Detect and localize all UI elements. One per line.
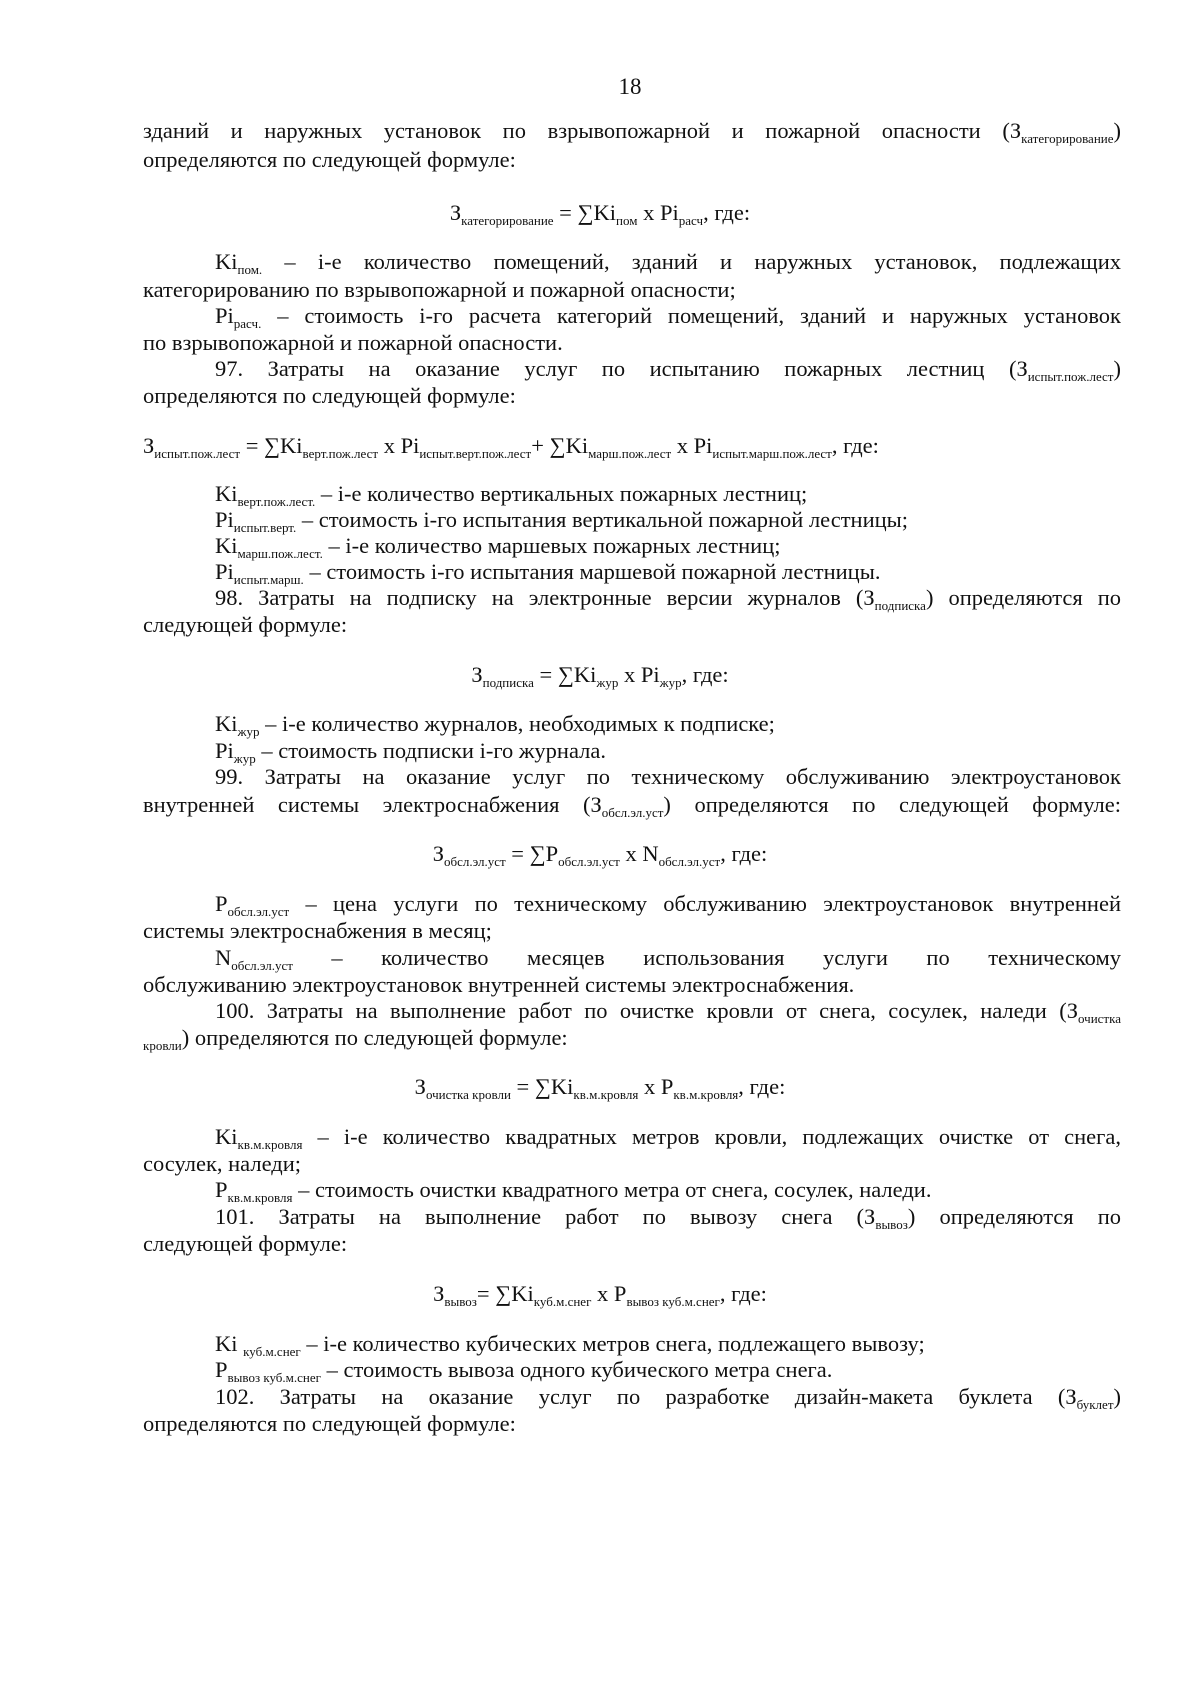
formula-snow-removal: $З_{вывоз}= \sum Ki_{куб.м.снег}$ х $P_{вывоз куб.м.снег}$, где: (433, 1281, 767, 1309)
definition-p-obsl-cont: системы электроснабжения в месяц; (143, 918, 492, 943)
paragraph-97-line-2: определяются по следующей формуле: (143, 383, 516, 408)
definition-ki-roof: $Ki_{кв.м.кровля} - i-е$ количество квадратных метров кровли, подлежащих очистке от снега, (215, 1124, 1121, 1152)
definition-ki-pom-cont: категорированию по взрывопожарной и пожарной опасности; (143, 277, 736, 302)
definition-ki-pom: $Ki_{пом.} - i-е$ количество помещений, зданий и наружных установок, подлежащих (215, 249, 1121, 277)
paragraph-101-line-1: 101. Затраты на выполнение работ по вывозу снега $(З_{вывоз})$ определяются по (215, 1204, 1122, 1232)
formula-fire-ladders: $З_{испыт.пож.лест} = \sum Ki_{верт.пож.лест}$ х $Pi_{испыт.верт.пож.лест}+ \sum Ki_{марш.пож.лест}$ х $Pi_{испыт.марш.пож.лест}$, где: (143, 433, 879, 461)
intro-line-2: определяются по следующей формуле: (143, 147, 516, 172)
definition-ki-marsh: $Ki_{марш.пож.лест.} - i-е$ количество маршевых пожарных лестниц; (215, 533, 781, 561)
formula-categorization: $З_{категорирование} = \sum Ki_{пом}$ х $Pi_{расч}$, где: (449, 200, 751, 228)
definition-pi-rasch: $Pi_{расч.}$ – стоимость i-го расчета категорий помещений, зданий и наружных установок (215, 303, 1121, 331)
definition-p-obsl: $P_{обсл.эл.уст}$ – цена услуги по техническому обслуживанию электроустановок внутренней (215, 891, 1121, 919)
page-number: 18 (618, 74, 642, 99)
paragraph-101-line-2: следующей формуле: (143, 1231, 348, 1256)
definition-pi-rasch-cont: по взрывопожарной и пожарной опасности. (143, 330, 563, 355)
paragraph-97-line-1: 97. Затраты на оказание услуг по испытанию пожарных лестниц $(З_{испыт.пож.лест})$ (215, 356, 1121, 384)
definition-pi-vert: $Pi_{испыт.верт.}$ – стоимость i-го испытания вертикальной пожарной лестницы; (215, 507, 909, 535)
paragraph-100-line-1: 100. Затраты на выполнение работ по очистке кровли от снега, сосулек, наледи ($З_{очистка}$ (215, 998, 1121, 1026)
paragraph-98-line-1: 98. Затраты на подписку на электронные версии журналов $(З_{подписка})$ определяются по (215, 585, 1121, 613)
definition-pi-zhur: $Pi_{жур}$ – стоимость подписки i-го журнала. (215, 738, 606, 766)
definition-ki-snow: Ki $_{куб.м.снег}$ – i-е количество кубических метров снега, подлежащего вывозу; (215, 1331, 925, 1359)
intro-line-1: зданий и наружных установок по взрывопожарной и пожарной опасности $(З_{категорирование})$ (143, 118, 1121, 146)
paragraph-102-line-2: определяются по следующей формуле: (143, 1411, 516, 1436)
paragraph-100-line-2: $_{кровли}$) определяются по следующей формуле: (143, 1025, 568, 1053)
formula-electrical-service: $З_{обсл.эл.уст} = \sum P_{обсл.эл.уст}$ х $N_{обсл.эл.уст}$, где: (432, 841, 768, 869)
definition-pi-marsh: $Pi_{испыт.марш.}$ – стоимость i-го испытания маршевой пожарной лестницы. (215, 559, 881, 587)
definition-p-roof: $P_{кв.м.кровля}$ – стоимость очистки квадратного метра от снега, сосулек, наледи. (215, 1177, 932, 1205)
formula-roof-cleaning: $З_{очистка кровли} = \sum Ki_{кв.м.кровля}$ х $P_{кв.м.кровля}$, где: (414, 1074, 786, 1102)
definition-n-obsl: $N_{обсл.эл.уст}$ – количество месяцев использования услуги по техническому (215, 945, 1121, 973)
definition-ki-roof-cont: сосулек, наледи; (143, 1151, 302, 1176)
definition-n-obsl-cont: обслуживанию электроустановок внутренней системы электроснабжения. (143, 972, 855, 997)
definition-ki-vert: $Ki_{верт.пож.лест.} - i-е$ количество вертикальных пожарных лестниц; (215, 481, 808, 509)
paragraph-99-line-2: внутренней системы электроснабжения $(З_{обсл.эл.уст})$ определяются по следующей формуле: (143, 792, 1121, 820)
definition-p-snow: $P_{вывоз куб.м.снег}$ – стоимость вывоза одного кубического метра снега. (215, 1357, 833, 1385)
paragraph-98-line-2: следующей формуле: (143, 612, 348, 637)
paragraph-99-line-1: 99. Затраты на оказание услуг по техническому обслуживанию электроустановок (215, 764, 1121, 789)
paragraph-102-line-1: 102. Затраты на оказание услуг по разработке дизайн-макета буклета $(З_{буклет})$ (215, 1384, 1121, 1412)
definition-ki-zhur: $Ki_{жур} - i-е$ количество журналов, необходимых к подписке; (215, 711, 775, 739)
formula-subscription: $З_{подписка} = \sum Ki_{жур}$ х $Pi_{жур}$, где: (471, 662, 729, 690)
